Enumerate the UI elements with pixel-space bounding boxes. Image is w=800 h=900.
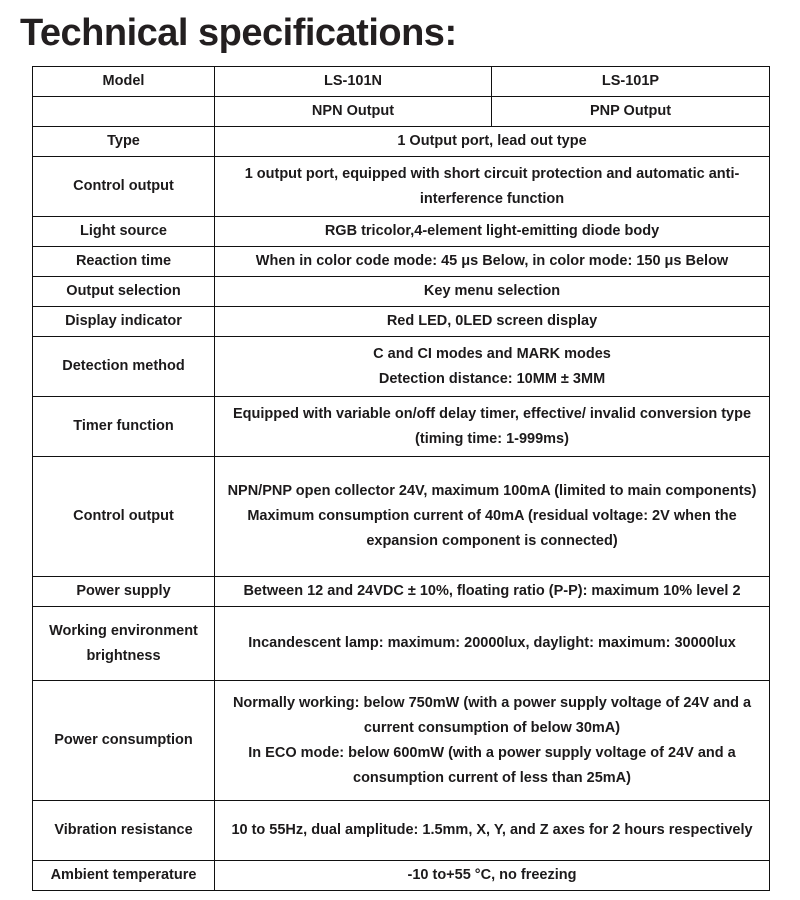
spec-label: Control output	[33, 457, 215, 577]
spec-value	[215, 127, 770, 157]
spec-value-line: Equipped with variable on/off delay timer, effective/ invalid conversion type (timing time: 1-999ms)	[232, 405, 752, 447]
spec-value-line: -10 to+55 °C, no freezing	[407, 867, 577, 883]
table-row	[33, 577, 770, 607]
table-row	[33, 861, 770, 891]
spec-label: Timer function	[33, 397, 215, 457]
spec-value	[215, 861, 770, 891]
table-row	[33, 801, 770, 861]
spec-value-line: Incandescent lamp: maximum: 20000lux, daylight: maximum: 30000lux	[248, 635, 736, 651]
model-ls-101p: LS-101P	[492, 67, 770, 97]
pnp-output: PNP Output	[492, 97, 770, 127]
output-type-row	[33, 97, 770, 127]
spec-label: Light source	[33, 217, 215, 247]
spec-label: Vibration resistance	[33, 801, 215, 861]
spec-value-line: Key menu selection	[423, 283, 561, 299]
specifications-table	[32, 66, 770, 891]
model-ls-101n: LS-101N	[215, 67, 492, 97]
spec-value-line: Normally working: below 750mW (with a power supply voltage of 24V and a current consumption of below 30mA)	[232, 694, 752, 736]
table-row	[33, 337, 770, 397]
spec-value-line: When in color code mode: 45 μs Below, in color mode: 150 μs Below	[255, 253, 729, 269]
table-row	[33, 681, 770, 801]
spec-value-line: Detection distance: 10MM ± 3MM	[378, 370, 606, 387]
spec-label: Output selection	[33, 277, 215, 307]
spec-value	[215, 607, 770, 681]
spec-value-line: In ECO mode: below 600mW (with a power supply voltage of 24V and a consumption current of less than 25mA)	[248, 744, 736, 786]
spec-value-line: 1 output port, equipped with short circuit protection and automatic anti-interference function	[244, 165, 740, 207]
table-header-row	[33, 67, 770, 97]
table-row	[33, 277, 770, 307]
spec-value-line: RGB tricolor,4-element light-emitting diode body	[324, 223, 660, 239]
spec-label: Control output	[33, 157, 215, 217]
spec-label: Working environment brightness	[33, 607, 215, 681]
spec-value	[215, 337, 770, 397]
spec-value	[215, 157, 770, 217]
model-label: Model	[33, 67, 215, 97]
spec-value-line: Between 12 and 24VDC ± 10%, floating ratio (P-P): maximum 10% level 2	[243, 583, 741, 599]
spec-value	[215, 217, 770, 247]
spec-value-line: 10 to 55Hz, dual amplitude: 1.5mm, X, Y, and Z axes for 2 hours respectively	[231, 822, 753, 838]
table-row	[33, 217, 770, 247]
spec-value	[215, 681, 770, 801]
page-title: Technical specifications:	[20, 12, 457, 54]
spec-value	[215, 247, 770, 277]
spec-value	[215, 307, 770, 337]
spec-value	[215, 457, 770, 577]
spec-label: Ambient temperature	[33, 861, 215, 891]
spec-value-line: C and CI modes and MARK modes	[373, 345, 611, 362]
spec-value	[215, 397, 770, 457]
spec-label: Type	[33, 127, 215, 157]
spec-value-line: Red LED, 0LED screen display	[386, 313, 598, 329]
table-row	[33, 307, 770, 337]
table-row	[33, 397, 770, 457]
spec-label: Detection method	[33, 337, 215, 397]
spec-label: Display indicator	[33, 307, 215, 337]
spec-value	[215, 801, 770, 861]
output-type-label	[33, 97, 215, 127]
spec-label: Power supply	[33, 577, 215, 607]
spec-label: Power consumption	[33, 681, 215, 801]
table-row	[33, 127, 770, 157]
table-row	[33, 607, 770, 681]
spec-value-line: Maximum consumption current of 40mA (residual voltage: 2V when the expansion component is connected)	[247, 508, 737, 549]
npn-output: NPN Output	[215, 97, 492, 127]
spec-value	[215, 277, 770, 307]
spec-label: Reaction time	[33, 247, 215, 277]
table-row	[33, 457, 770, 577]
table-row	[33, 247, 770, 277]
spec-value	[215, 577, 770, 607]
spec-value-line: NPN/PNP open collector 24V, maximum 100mA (limited to main components)	[227, 483, 757, 499]
table-row	[33, 157, 770, 217]
spec-value-line: 1 Output port, lead out type	[397, 133, 587, 149]
